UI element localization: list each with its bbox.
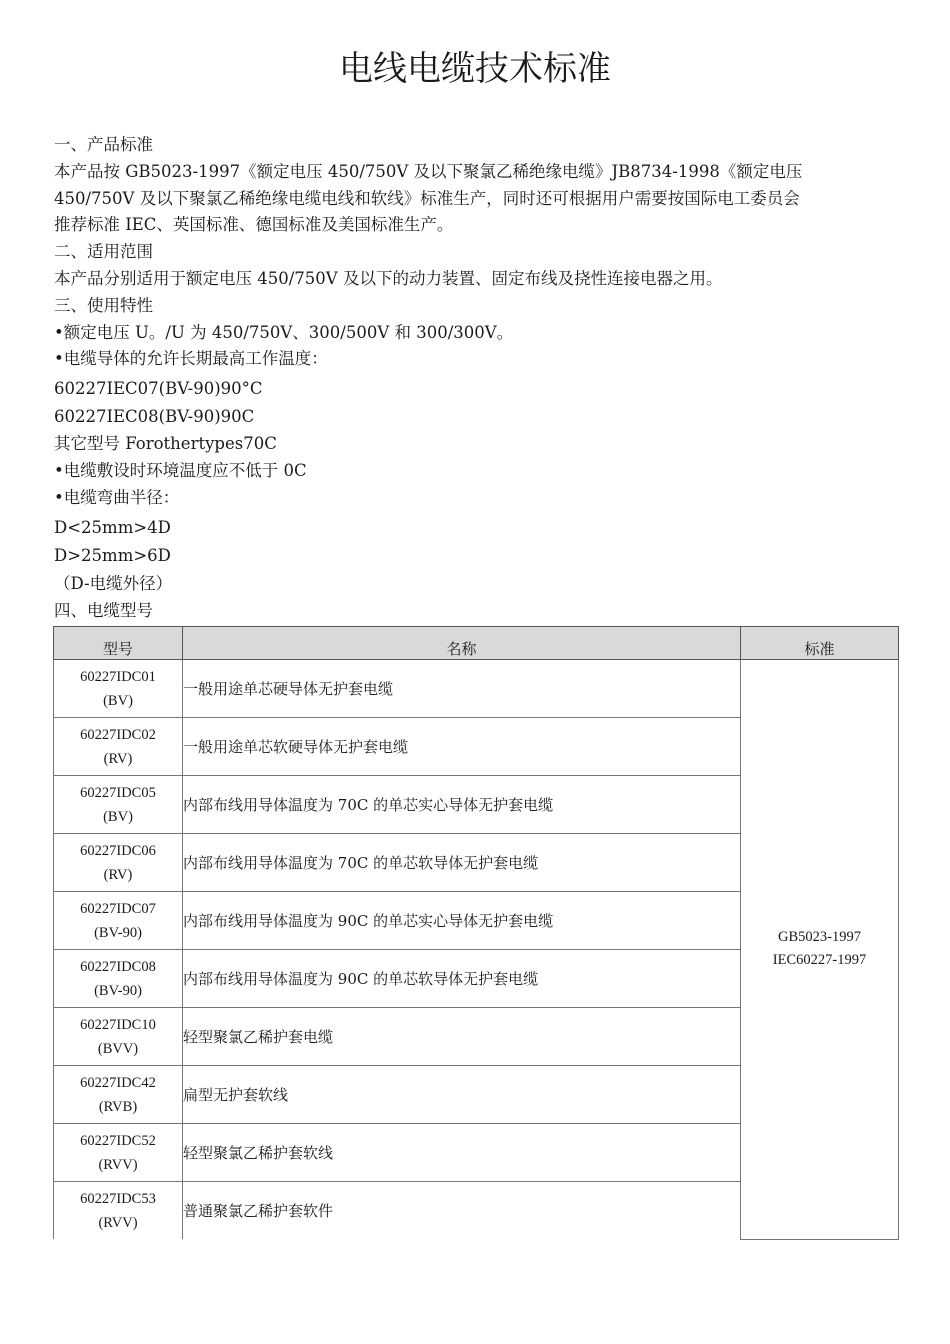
model-abbr: (RVB) [98,1098,138,1115]
name-cell: 内部布线用导体温度为 70C 的单芯实心导体无护套电缆 [183,776,741,834]
section-heading-cable-models: 四、电缆型号 [54,600,153,620]
characteristic-line: •额定电压 U。/U 为 450/750V、300/500V 和 300/300V。 [54,322,514,342]
model-code: 60227IDC53 [80,1190,156,1207]
model-abbr: (BV-90) [94,924,142,941]
standard-cell [741,660,899,1240]
paragraph-line: 推荐标准 IEC、英国标准、德国标准及美国标准生产。 [54,215,454,235]
paragraph-line: 450/750V 及以下聚氯乙稀绝缘电缆电线和软线》标准生产，同时还可根据用户需要按国际电工委员会 [54,188,800,208]
model-cell [54,1066,183,1124]
name-cell: 轻型聚氯乙稀护套软线 [183,1124,741,1182]
model-code: 60227IDC06 [80,842,156,859]
name-cell: 内部布线用导体温度为 70C 的单芯软导体无护套电缆 [183,834,741,892]
characteristic-line: D<25mm>4D [54,517,171,537]
characteristic-line: 60227IEC07(BV-90)90°C [54,379,263,399]
section-heading-scope: 二、适用范围 [54,242,153,262]
model-cell [54,892,183,950]
model-code: 60227IDC01 [80,668,156,685]
standard-line: IEC60227-1997 [772,952,867,969]
characteristic-line: •电缆敷设时环境温度应不低于 0C [54,460,307,480]
model-code: 60227IDC07 [80,900,156,917]
model-abbr: (RVV) [98,1214,138,1231]
model-abbr: (BVV) [97,1040,139,1057]
model-cell [54,1124,183,1182]
characteristic-line: •电缆弯曲半径： [54,487,180,507]
model-cell [54,950,183,1008]
model-code: 60227IDC08 [80,958,156,975]
model-abbr: (BV-90) [94,982,142,999]
characteristic-line: D>25mm>6D [54,545,171,565]
model-cell [54,1182,183,1240]
model-code: 60227IDC42 [80,1074,156,1091]
standard-line: GB5023-1997 [778,929,861,946]
model-abbr: (BV) [103,692,133,709]
characteristic-line: 60227IEC08(BV-90)90C [54,407,255,427]
model-abbr: (BV) [103,808,133,825]
model-code: 60227IDC10 [80,1016,156,1033]
name-cell: 内部布线用导体温度为 90C 的单芯软导体无护套电缆 [183,950,741,1008]
cable-model-table [53,626,899,1240]
column-header-model: 型号 [54,627,183,660]
document-body [54,132,904,624]
model-cell [54,718,183,776]
name-cell: 一般用途单芯硬导体无护套电缆 [183,660,741,718]
name-cell: 内部布线用导体温度为 90C 的单芯实心导体无护套电缆 [183,892,741,950]
document-title: 电线电缆技术标准 [339,49,611,89]
section-heading-characteristics: 三、使用特性 [54,295,153,315]
characteristic-line: （D-电缆外径） [54,573,173,593]
model-cell [54,660,183,718]
column-header-standard: 标准 [741,627,899,660]
model-code: 60227IDC52 [80,1132,156,1149]
table-row [54,660,899,718]
name-cell: 一般用途单芯软硬导体无护套电缆 [183,718,741,776]
column-header-name: 名称 [183,627,741,660]
name-cell: 轻型聚氯乙稀护套电缆 [183,1008,741,1066]
model-abbr: (RVV) [98,1156,138,1173]
name-cell: 普通聚氯乙稀护套软件 [183,1182,741,1240]
paragraph-line: 本产品按 GB5023-1997《额定电压 450/750V 及以下聚氯乙稀绝缘电缆》JB8734-1998《额定电压 [54,161,803,181]
table-header-row [54,627,899,660]
model-cell [54,1008,183,1066]
model-abbr: (RV) [103,866,133,883]
model-cell [54,776,183,834]
model-cell [54,834,183,892]
name-cell: 扁型无护套软线 [183,1066,741,1124]
paragraph-line: 本产品分别适用于额定电压 450/750V 及以下的动力装置、固定布线及挠性连接电器之用。 [54,268,723,288]
characteristic-line: •电缆导体的允许长期最高工作温度： [54,349,328,369]
model-code: 60227IDC05 [80,784,156,801]
model-code: 60227IDC02 [80,726,156,743]
section-heading-product-standard: 一、产品标准 [54,135,153,154]
characteristic-line: 其它型号 Forothertypes70C [54,434,277,454]
model-abbr: (RV) [103,750,133,767]
